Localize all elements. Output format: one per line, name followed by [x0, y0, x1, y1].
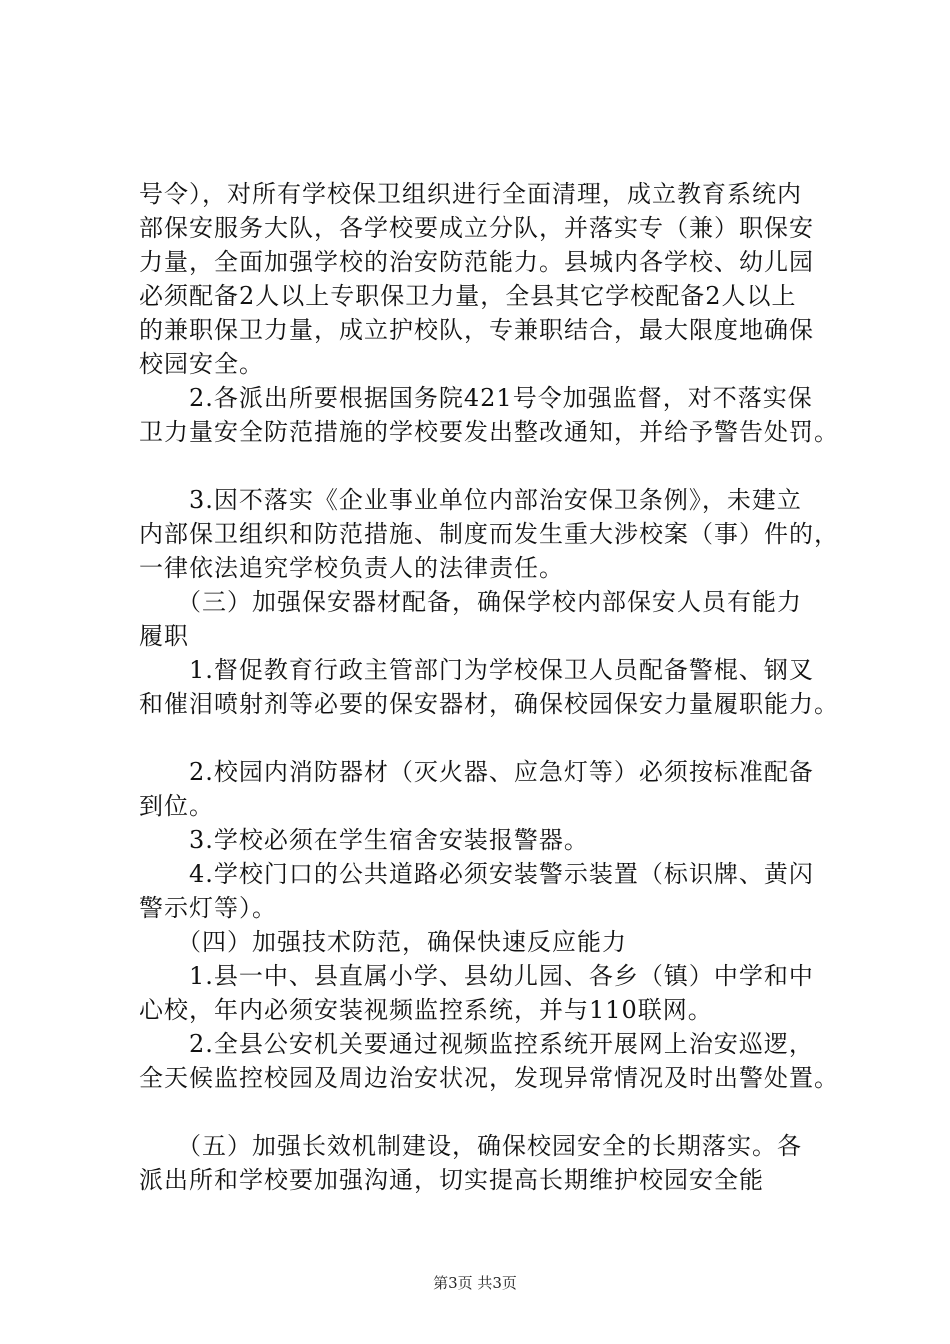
text-line: 力量，全面加强学校的治安防范能力。县城内各学校、幼儿园: [139, 248, 814, 276]
text-line: 2.各派出所要根据国务院421号令加强监督，对不落实保: [139, 384, 813, 412]
text-line: 2.校园内消防器材（灭火器、应急灯等）必须按标准配备: [139, 758, 814, 786]
text-line: 全天候监控校园及周边治安状况，发现异常情况及时出警处置。: [139, 1064, 839, 1092]
text-line: 内部保卫组织和防范措施、制度而发生重大涉校案（事）件的，: [139, 520, 839, 548]
text-line: 4.学校门口的公共道路必须安装警示装置（标识牌、黄闪: [139, 860, 814, 888]
section-heading: （五）加强长效机制建设，确保校园安全的长期落实。各: [139, 1132, 802, 1160]
section-heading: （四）加强技术防范，确保快速反应能力: [139, 928, 627, 956]
text-line: 心校，年内必须安装视频监控系统，并与110联网。: [139, 996, 713, 1024]
text-line: 派出所和学校要加强沟通，切实提高长期维护校园安全能: [139, 1166, 764, 1194]
text-line: 1.县一中、县直属小学、县幼儿园、各乡（镇）中学和中: [139, 962, 814, 990]
text-line: 1.督促教育行政主管部门为学校保卫人员配备警棍、钢叉: [139, 656, 814, 684]
text-line: 部保安服务大队，各学校要成立分队，并落实专（兼）职保安: [139, 214, 814, 242]
section-heading: （三）加强保安器材配备，确保学校内部保安人员有能力: [139, 588, 802, 616]
text-line: 的兼职保卫力量，成立护校队，专兼职结合，最大限度地确保: [139, 316, 814, 344]
text-line: 必须配备2人以上专职保卫力量，全县其它学校配备2人以上: [139, 282, 797, 310]
text-line: 和催泪喷射剂等必要的保安器材，确保校园保安力量履职能力。: [139, 690, 839, 718]
text-line: 3.学校必须在学生宿舍安装报警器。: [139, 826, 589, 854]
text-line: 校园安全。: [139, 350, 264, 378]
text-line: 警示灯等）。: [139, 894, 277, 922]
text-line: 3.因不落实《企业事业单位内部治安保卫条例》，未建立: [139, 486, 802, 514]
text-line: 号令），对所有学校保卫组织进行全面清理，成立教育系统内: [139, 180, 802, 208]
page-footer: 第3页 共3页: [433, 1274, 517, 1292]
text-line: 到位。: [139, 792, 214, 820]
text-line: 一律依法追究学校负责人的法律责任。: [139, 554, 564, 582]
section-heading: 履职: [139, 622, 189, 650]
text-line: 卫力量安全防范措施的学校要发出整改通知，并给予警告处罚。: [139, 418, 839, 446]
text-line: 2.全县公安机关要通过视频监控系统开展网上治安巡逻，: [139, 1030, 814, 1058]
